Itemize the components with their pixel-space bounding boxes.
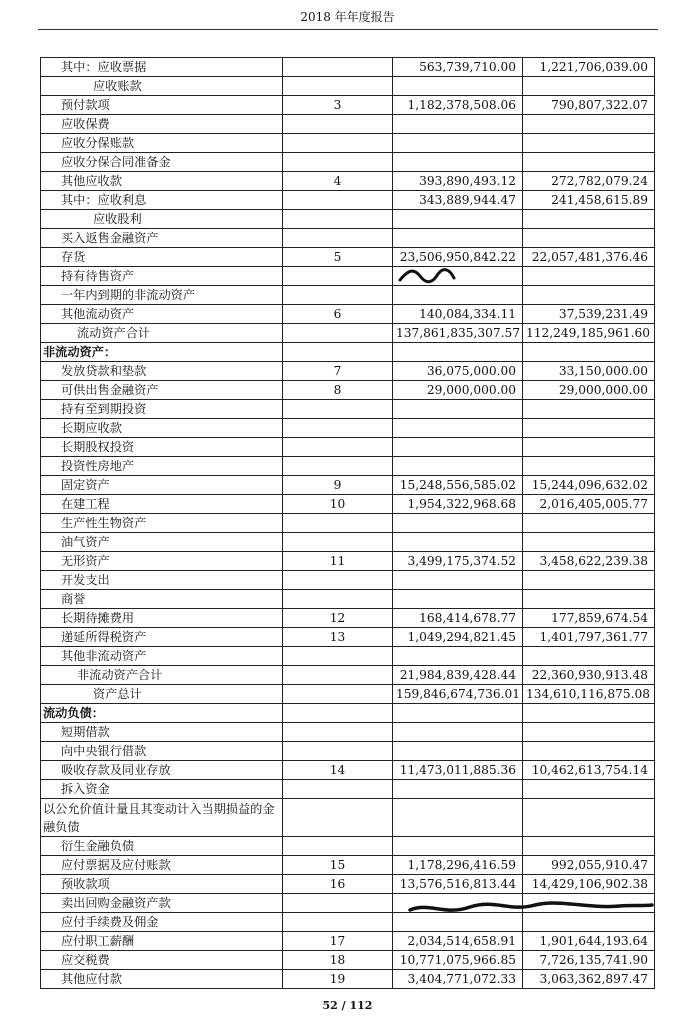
- row-note: [283, 571, 393, 590]
- row-note: [283, 191, 393, 210]
- header-divider: [38, 29, 658, 30]
- table-row: [41, 96, 655, 115]
- row-previous-amount: 134,610,116,875.08: [523, 685, 655, 704]
- row-current-amount: 563,739,710.00: [393, 58, 523, 77]
- table-row: [41, 324, 655, 343]
- row-previous-amount: [523, 913, 655, 932]
- row-note: [283, 666, 393, 685]
- row-note: [283, 438, 393, 457]
- row-note: [283, 343, 393, 362]
- row-current-amount: [393, 894, 523, 913]
- row-label: 持有至到期投资: [41, 400, 283, 419]
- row-current-amount: [393, 153, 523, 172]
- row-current-amount: 21,984,839,428.44: [393, 666, 523, 685]
- row-label: 一年内到期的非流动资产: [41, 286, 283, 305]
- row-label: 油气资产: [41, 533, 283, 552]
- table-row: [41, 932, 655, 951]
- row-current-amount: 159,846,674,736.01: [393, 685, 523, 704]
- row-current-amount: 1,954,322,968.68: [393, 495, 523, 514]
- row-label: 应收股利: [41, 210, 283, 229]
- row-previous-amount: 2,016,405,005.77: [523, 495, 655, 514]
- balance-sheet-body: [41, 58, 655, 989]
- table-row: [41, 305, 655, 324]
- row-previous-amount: [523, 647, 655, 666]
- row-note: [283, 77, 393, 96]
- row-label: 预付款项: [41, 96, 283, 115]
- row-current-amount: 1,178,296,416.59: [393, 856, 523, 875]
- table-row: [41, 761, 655, 780]
- row-previous-amount: [523, 704, 655, 723]
- row-label: 资产总计: [41, 685, 283, 704]
- row-label: 其中：应收票据: [41, 58, 283, 77]
- row-current-amount: 1,049,294,821.45: [393, 628, 523, 647]
- row-previous-amount: 10,462,613,754.14: [523, 761, 655, 780]
- row-current-amount: [393, 742, 523, 761]
- row-label: 长期股权投资: [41, 438, 283, 457]
- table-row: [41, 191, 655, 210]
- row-previous-amount: [523, 77, 655, 96]
- table-row: [41, 172, 655, 191]
- row-note: [283, 115, 393, 134]
- row-current-amount: [393, 343, 523, 362]
- row-current-amount: [393, 210, 523, 229]
- table-row: [41, 248, 655, 267]
- table-row: [41, 970, 655, 989]
- row-label: 无形资产: [41, 552, 283, 571]
- row-note: [283, 837, 393, 856]
- table-row: [41, 590, 655, 609]
- row-label: 应收账款: [41, 77, 283, 96]
- row-label: 其中：应收利息: [41, 191, 283, 210]
- row-note: [283, 723, 393, 742]
- row-note: 8: [283, 381, 393, 400]
- row-note: [283, 514, 393, 533]
- row-previous-amount: 15,244,096,632.02: [523, 476, 655, 495]
- row-current-amount: 137,861,835,307.57: [393, 324, 523, 343]
- row-current-amount: [393, 780, 523, 799]
- row-previous-amount: [523, 571, 655, 590]
- row-current-amount: 393,890,493.12: [393, 172, 523, 191]
- row-label: 应付职工薪酬: [41, 932, 283, 951]
- row-current-amount: 3,499,175,374.52: [393, 552, 523, 571]
- row-previous-amount: [523, 438, 655, 457]
- row-current-amount: [393, 913, 523, 932]
- report-header-title: 2018 年年度报告: [300, 10, 395, 24]
- table-row: [41, 58, 655, 77]
- row-current-amount: [393, 400, 523, 419]
- table-row: [41, 742, 655, 761]
- row-previous-amount: 241,458,615.89: [523, 191, 655, 210]
- row-current-amount: 23,506,950,842.22: [393, 248, 523, 267]
- row-current-amount: [393, 647, 523, 666]
- row-current-amount: 13,576,516,813.44: [393, 875, 523, 894]
- row-label: 应付手续费及佣金: [41, 913, 283, 932]
- row-previous-amount: 272,782,079.24: [523, 172, 655, 191]
- table-row: [41, 381, 655, 400]
- table-row: [41, 837, 655, 856]
- row-current-amount: [393, 571, 523, 590]
- row-previous-amount: 22,360,930,913.48: [523, 666, 655, 685]
- row-previous-amount: [523, 115, 655, 134]
- row-current-amount: [393, 134, 523, 153]
- row-note: 17: [283, 932, 393, 951]
- row-previous-amount: [523, 514, 655, 533]
- table-row: [41, 913, 655, 932]
- row-previous-amount: 992,055,910.47: [523, 856, 655, 875]
- row-note: 12: [283, 609, 393, 628]
- table-row: [41, 153, 655, 172]
- row-previous-amount: [523, 210, 655, 229]
- row-current-amount: 140,084,334.11: [393, 305, 523, 324]
- row-current-amount: 29,000,000.00: [393, 381, 523, 400]
- row-previous-amount: 14,429,106,902.38: [523, 875, 655, 894]
- row-label: 流动负债：: [41, 704, 283, 723]
- row-previous-amount: 177,859,674.54: [523, 609, 655, 628]
- row-note: 16: [283, 875, 393, 894]
- row-note: [283, 590, 393, 609]
- table-row: [41, 723, 655, 742]
- table-row: [41, 438, 655, 457]
- table-row: [41, 267, 655, 286]
- table-row: [41, 685, 655, 704]
- row-previous-amount: [523, 134, 655, 153]
- row-note: [283, 799, 393, 837]
- row-label: 卖出回购金融资产款: [41, 894, 283, 913]
- table-row: [41, 210, 655, 229]
- table-row: [41, 419, 655, 438]
- row-label: 向中央银行借款: [41, 742, 283, 761]
- row-current-amount: 15,248,556,585.02: [393, 476, 523, 495]
- row-label: 应收保费: [41, 115, 283, 134]
- table-row: [41, 533, 655, 552]
- row-label: 应交税费: [41, 951, 283, 970]
- row-previous-amount: 3,063,362,897.47: [523, 970, 655, 989]
- row-previous-amount: [523, 267, 655, 286]
- row-label: 应收分保账款: [41, 134, 283, 153]
- row-previous-amount: [523, 799, 655, 837]
- row-label: 衍生金融负债: [41, 837, 283, 856]
- row-note: [283, 419, 393, 438]
- row-current-amount: 2,034,514,658.91: [393, 932, 523, 951]
- table-row: [41, 77, 655, 96]
- row-current-amount: [393, 438, 523, 457]
- row-label: 发放贷款和垫款: [41, 362, 283, 381]
- row-note: [283, 286, 393, 305]
- row-previous-amount: 37,539,231.49: [523, 305, 655, 324]
- row-current-amount: 11,473,011,885.36: [393, 761, 523, 780]
- table-row: [41, 343, 655, 362]
- row-previous-amount: 1,401,797,361.77: [523, 628, 655, 647]
- table-row: [41, 229, 655, 248]
- row-current-amount: [393, 514, 523, 533]
- row-note: 3: [283, 96, 393, 115]
- row-current-amount: [393, 419, 523, 438]
- row-current-amount: [393, 704, 523, 723]
- row-note: [283, 324, 393, 343]
- table-row: [41, 647, 655, 666]
- row-previous-amount: [523, 533, 655, 552]
- table-row: [41, 400, 655, 419]
- row-previous-amount: [523, 723, 655, 742]
- row-label: 吸收存款及同业存放: [41, 761, 283, 780]
- row-previous-amount: [523, 286, 655, 305]
- row-note: [283, 134, 393, 153]
- row-note: 11: [283, 552, 393, 571]
- table-row: [41, 115, 655, 134]
- row-current-amount: [393, 837, 523, 856]
- row-previous-amount: 33,150,000.00: [523, 362, 655, 381]
- row-previous-amount: 29,000,000.00: [523, 381, 655, 400]
- row-label: 长期待摊费用: [41, 609, 283, 628]
- row-previous-amount: 1,901,644,193.64: [523, 932, 655, 951]
- table-row: [41, 951, 655, 970]
- row-label: 开发支出: [41, 571, 283, 590]
- row-note: 14: [283, 761, 393, 780]
- row-label: 其他应收款: [41, 172, 283, 191]
- row-previous-amount: [523, 229, 655, 248]
- row-label: 持有待售资产: [41, 267, 283, 286]
- row-note: [283, 894, 393, 913]
- row-previous-amount: 112,249,185,961.60: [523, 324, 655, 343]
- table-row: [41, 628, 655, 647]
- row-previous-amount: [523, 780, 655, 799]
- row-label: 存货: [41, 248, 283, 267]
- row-label: 以公允价值计量且其变动计入当期损益的金融负债: [41, 799, 283, 837]
- table-row: [41, 457, 655, 476]
- row-previous-amount: [523, 419, 655, 438]
- table-row: [41, 552, 655, 571]
- row-note: 7: [283, 362, 393, 381]
- row-label: 买入返售金融资产: [41, 229, 283, 248]
- row-label: 递延所得税资产: [41, 628, 283, 647]
- row-label: 拆入资金: [41, 780, 283, 799]
- row-note: [283, 457, 393, 476]
- row-label: 应收分保合同准备金: [41, 153, 283, 172]
- row-label: 非流动资产合计: [41, 666, 283, 685]
- row-current-amount: 3,404,771,072.33: [393, 970, 523, 989]
- table-row: [41, 362, 655, 381]
- table-row: [41, 856, 655, 875]
- table-row: [41, 875, 655, 894]
- row-current-amount: [393, 590, 523, 609]
- table-row: [41, 704, 655, 723]
- row-note: [283, 685, 393, 704]
- row-label: 短期借款: [41, 723, 283, 742]
- row-note: [283, 704, 393, 723]
- row-previous-amount: [523, 742, 655, 761]
- row-note: 9: [283, 476, 393, 495]
- row-previous-amount: [523, 837, 655, 856]
- row-current-amount: 10,771,075,966.85: [393, 951, 523, 970]
- row-label: 其他流动资产: [41, 305, 283, 324]
- page-number: 52 / 112: [322, 999, 373, 1012]
- row-note: 18: [283, 951, 393, 970]
- row-label: 其他非流动资产: [41, 647, 283, 666]
- table-row: [41, 571, 655, 590]
- row-previous-amount: [523, 153, 655, 172]
- row-note: [283, 58, 393, 77]
- row-label: 商誉: [41, 590, 283, 609]
- row-current-amount: [393, 457, 523, 476]
- row-current-amount: [393, 533, 523, 552]
- row-previous-amount: [523, 590, 655, 609]
- table-row: [41, 514, 655, 533]
- row-previous-amount: [523, 894, 655, 913]
- row-label: 其他应付款: [41, 970, 283, 989]
- row-note: [283, 913, 393, 932]
- table-row: [41, 780, 655, 799]
- row-label: 非流动资产：: [41, 343, 283, 362]
- row-note: [283, 533, 393, 552]
- table-row: [41, 476, 655, 495]
- row-note: [283, 210, 393, 229]
- row-note: 13: [283, 628, 393, 647]
- row-note: [283, 742, 393, 761]
- row-note: 6: [283, 305, 393, 324]
- row-note: 10: [283, 495, 393, 514]
- row-current-amount: [393, 77, 523, 96]
- row-note: [283, 267, 393, 286]
- row-current-amount: [393, 799, 523, 837]
- row-current-amount: [393, 229, 523, 248]
- row-current-amount: 1,182,378,508.06: [393, 96, 523, 115]
- row-previous-amount: [523, 457, 655, 476]
- row-note: [283, 780, 393, 799]
- row-current-amount: 36,075,000.00: [393, 362, 523, 381]
- row-previous-amount: [523, 343, 655, 362]
- table-row: [41, 666, 655, 685]
- row-note: [283, 229, 393, 248]
- row-note: [283, 400, 393, 419]
- row-previous-amount: [523, 400, 655, 419]
- row-label: 可供出售金融资产: [41, 381, 283, 400]
- row-label: 在建工程: [41, 495, 283, 514]
- row-current-amount: [393, 723, 523, 742]
- row-current-amount: [393, 286, 523, 305]
- row-label: 生产性生物资产: [41, 514, 283, 533]
- row-note: [283, 647, 393, 666]
- row-label: 长期应收款: [41, 419, 283, 438]
- row-previous-amount: 22,057,481,376.46: [523, 248, 655, 267]
- row-label: 应付票据及应付账款: [41, 856, 283, 875]
- row-note: 15: [283, 856, 393, 875]
- row-current-amount: 343,889,944.47: [393, 191, 523, 210]
- row-current-amount: [393, 115, 523, 134]
- row-note: [283, 153, 393, 172]
- row-previous-amount: 1,221,706,039.00: [523, 58, 655, 77]
- table-row: [41, 894, 655, 913]
- row-label: 固定资产: [41, 476, 283, 495]
- row-label: 流动资产合计: [41, 324, 283, 343]
- table-row: [41, 286, 655, 305]
- table-row: [41, 495, 655, 514]
- row-label: 预收款项: [41, 875, 283, 894]
- row-note: 4: [283, 172, 393, 191]
- row-previous-amount: 790,807,322.07: [523, 96, 655, 115]
- table-row: [41, 799, 655, 837]
- balance-sheet-table: [40, 57, 655, 989]
- row-note: 5: [283, 248, 393, 267]
- row-current-amount: [393, 267, 523, 286]
- row-label: 投资性房地产: [41, 457, 283, 476]
- row-note: 19: [283, 970, 393, 989]
- row-previous-amount: 7,726,135,741.90: [523, 951, 655, 970]
- row-current-amount: 168,414,678.77: [393, 609, 523, 628]
- row-previous-amount: 3,458,622,239.38: [523, 552, 655, 571]
- table-row: [41, 134, 655, 153]
- table-row: [41, 609, 655, 628]
